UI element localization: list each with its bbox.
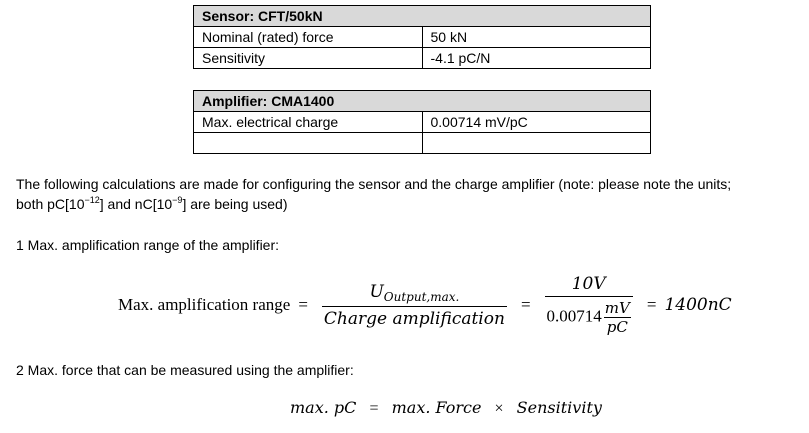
equation-lhs: Max. amplification range — [118, 295, 291, 314]
exponent: −9 — [172, 195, 183, 205]
fraction-denominator — [545, 296, 633, 336]
equation-amplification-range — [118, 270, 732, 340]
fraction-voltage-over-sensitivity — [545, 274, 633, 336]
fraction-numerator: 10V — [571, 274, 606, 294]
equation-term-sensitivity: Sensitivity — [516, 398, 602, 417]
symbol-u: U — [369, 281, 384, 302]
equals-sign: = — [520, 295, 531, 314]
intro-line-1: The following calculations are made for configuring the sensor and the charge amplifier (note: please note the units; — [16, 176, 732, 192]
step-2-title: 2 Max. force that can be measured using the amplifier: — [16, 362, 354, 378]
amplifier-row-value — [422, 133, 651, 154]
intro-line-2 — [16, 194, 806, 214]
sensor-table-header: Sensor: CFT/50kN — [194, 6, 651, 27]
fraction-denominator: Charge amplification — [322, 306, 507, 329]
amplifier-table-header: Amplifier: CMA1400 — [194, 91, 651, 112]
intro-paragraph — [16, 174, 806, 214]
table-row — [194, 133, 651, 154]
unit-numerator: mV — [604, 299, 630, 317]
step-1-title: 1 Max. amplification range of the amplifier: — [16, 237, 280, 253]
sensor-table-header-row — [194, 6, 651, 27]
table-row — [194, 48, 651, 69]
exponent: −12 — [84, 195, 100, 205]
sensor-row-value: -4.1 pC/N — [422, 48, 651, 69]
amplifier-row-label — [194, 133, 423, 154]
equals-sign: = — [298, 295, 308, 314]
intro-text: both pC[10 — [16, 196, 85, 212]
equation-result: 1400nC — [664, 295, 732, 315]
times-sign: × — [494, 400, 504, 417]
subscript-output-max: Output,max. — [383, 289, 460, 304]
equals-sign: = — [646, 295, 657, 314]
sensor-row-label: Sensitivity — [194, 48, 423, 69]
unit-fraction — [604, 299, 631, 336]
unit-denominator: pC — [606, 318, 628, 336]
intro-text: ] and nC[10 — [99, 196, 173, 212]
sensor-row-value: 50 kN — [422, 27, 651, 48]
amplifier-row-label: Max. electrical charge — [194, 112, 423, 133]
fraction-numerator — [367, 282, 461, 306]
amplifier-row-value: 0.00714 mV/pC — [422, 112, 651, 133]
amplifier-table-header-row — [194, 91, 651, 112]
table-row — [194, 27, 651, 48]
equals-sign: = — [369, 400, 379, 417]
denominator-value: 0.00714 — [546, 306, 602, 326]
sensor-table — [193, 5, 651, 69]
equation-max-charge — [290, 398, 602, 418]
equation-term-force: max. Force — [391, 398, 482, 417]
amplifier-table — [193, 90, 651, 154]
fraction-output-over-charge — [322, 282, 507, 329]
sensor-row-label: Nominal (rated) force — [194, 27, 423, 48]
table-row — [194, 112, 651, 133]
intro-text: ] are being used) — [182, 196, 288, 212]
equation-lhs: max. pC — [290, 398, 357, 417]
